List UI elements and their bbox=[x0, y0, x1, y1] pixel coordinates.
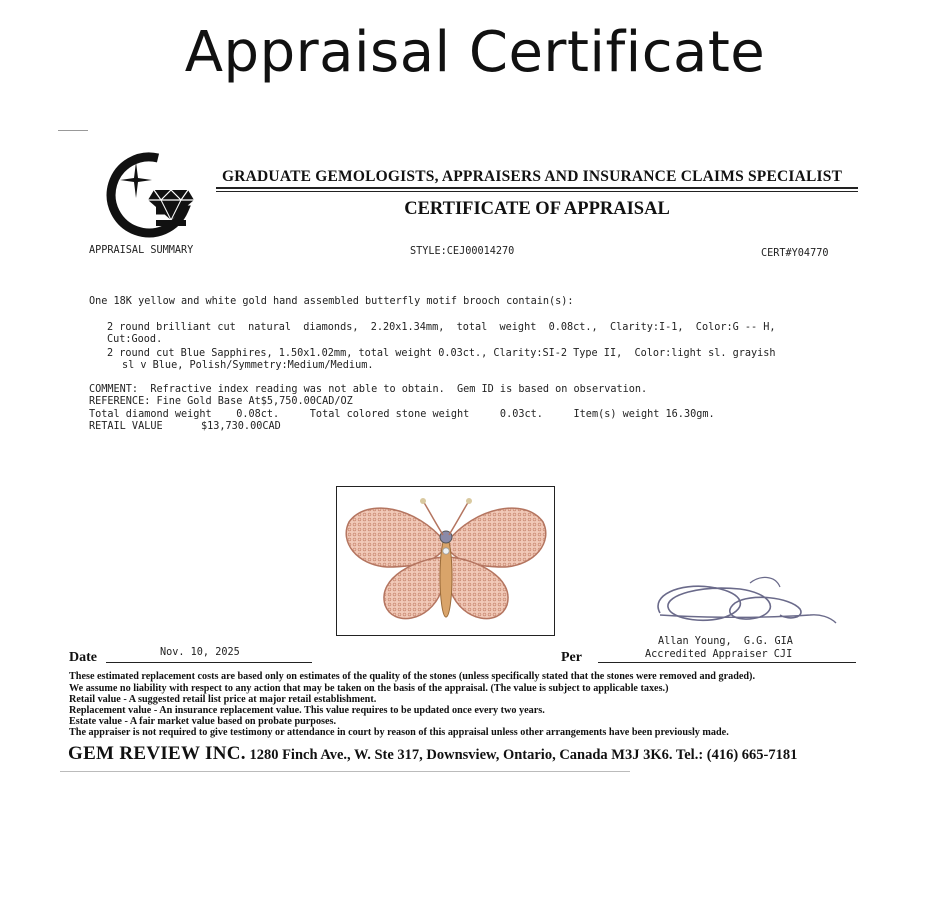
date-label: Date bbox=[69, 650, 97, 665]
stone-line: Cut:Good. bbox=[107, 334, 163, 345]
appraiser-name: Allan Young, G.G. GIA bbox=[658, 636, 793, 647]
totals-line: Total diamond weight 0.08ct. Total colored stone weight 0.03ct. Item(s) weight 16.30gm. bbox=[89, 409, 715, 420]
reference-line: REFERENCE: Fine Gold Base At$5,750.00CAD/OZ bbox=[89, 396, 353, 407]
butterfly-brooch-icon bbox=[337, 487, 554, 635]
handwritten-signature-icon bbox=[640, 565, 850, 645]
page-title: Appraisal Certificate bbox=[184, 20, 766, 85]
disclaimer-line: Estate value - A fair market value based on probate purposes. bbox=[69, 716, 337, 727]
per-label: Per bbox=[561, 650, 582, 665]
disclaimer-line: Retail value - A suggested retail list price at major retail establishment. bbox=[69, 694, 377, 705]
disclaimer-line: Replacement value - An insurance replacement value. This value requires to be updated once every two years. bbox=[69, 705, 545, 716]
organization-line: GRADUATE GEMOLOGISTS, APPRAISERS AND INSURANCE CLAIMS SPECIALIST bbox=[222, 168, 843, 185]
company-name: GEM REVIEW INC. bbox=[68, 743, 246, 764]
retail-value: $13,730.00CAD bbox=[201, 421, 281, 432]
comment-line: COMMENT: Refractive index reading was not able to obtain. Gem ID is based on observation. bbox=[89, 384, 648, 395]
footer-company-line bbox=[68, 743, 797, 765]
appraisal-summary-label: APPRAISAL SUMMARY bbox=[89, 245, 194, 256]
footer-rule bbox=[60, 771, 630, 772]
stone-line: sl v Blue, Polish/Symmetry:Medium/Medium. bbox=[122, 360, 374, 371]
stone-line: 2 round cut Blue Sapphires, 1.50x1.02mm, total weight 0.03ct., Clarity:SI-2 Type II, Color:light sl. grayish bbox=[107, 348, 776, 359]
disclaimer-line: We assume no liability with respect to any action that may be taken on the basis of the appraisal. (The value is subject to applicable taxes.) bbox=[69, 683, 669, 694]
date-value: Nov. 10, 2025 bbox=[160, 647, 240, 658]
certificate-title: CERTIFICATE OF APPRAISAL bbox=[404, 199, 670, 219]
company-phone: Tel.: (416) 665-7181 bbox=[675, 747, 798, 763]
decorative-divider bbox=[58, 130, 88, 131]
item-description: One 18K yellow and white gold hand assembled butterfly motif brooch contain(s): bbox=[89, 296, 574, 307]
company-address: 1280 Finch Ave., W. Ste 317, Downsview, Ontario, Canada M3J 3K6. bbox=[249, 747, 673, 763]
disclaimer-line: These estimated replacement costs are based only on estimates of the quality of the stones (unless specifically stated that the stones were removed and graded). bbox=[69, 671, 755, 682]
retail-value-label: RETAIL VALUE bbox=[89, 421, 163, 432]
style-number: STYLE:CEJ00014270 bbox=[410, 246, 515, 257]
item-photo bbox=[336, 486, 555, 636]
disclaimer-line: The appraiser is not required to give testimony or attendance in court by reason of this appraisal unless other arrangements have been previously made. bbox=[69, 727, 729, 738]
certificate-number: CERT#Y04770 bbox=[761, 248, 829, 259]
diamond-g-logo-icon bbox=[96, 140, 196, 240]
per-underline bbox=[598, 662, 856, 663]
appraiser-title: Accredited Appraiser CJI bbox=[645, 649, 793, 660]
header-rule bbox=[216, 187, 858, 189]
stone-line: 2 round brilliant cut natural diamonds, 2.20x1.34mm, total weight 0.08ct., Clarity:I-1, Color:G -- H, bbox=[107, 322, 776, 333]
date-underline bbox=[106, 662, 312, 663]
header-rule bbox=[216, 191, 858, 192]
